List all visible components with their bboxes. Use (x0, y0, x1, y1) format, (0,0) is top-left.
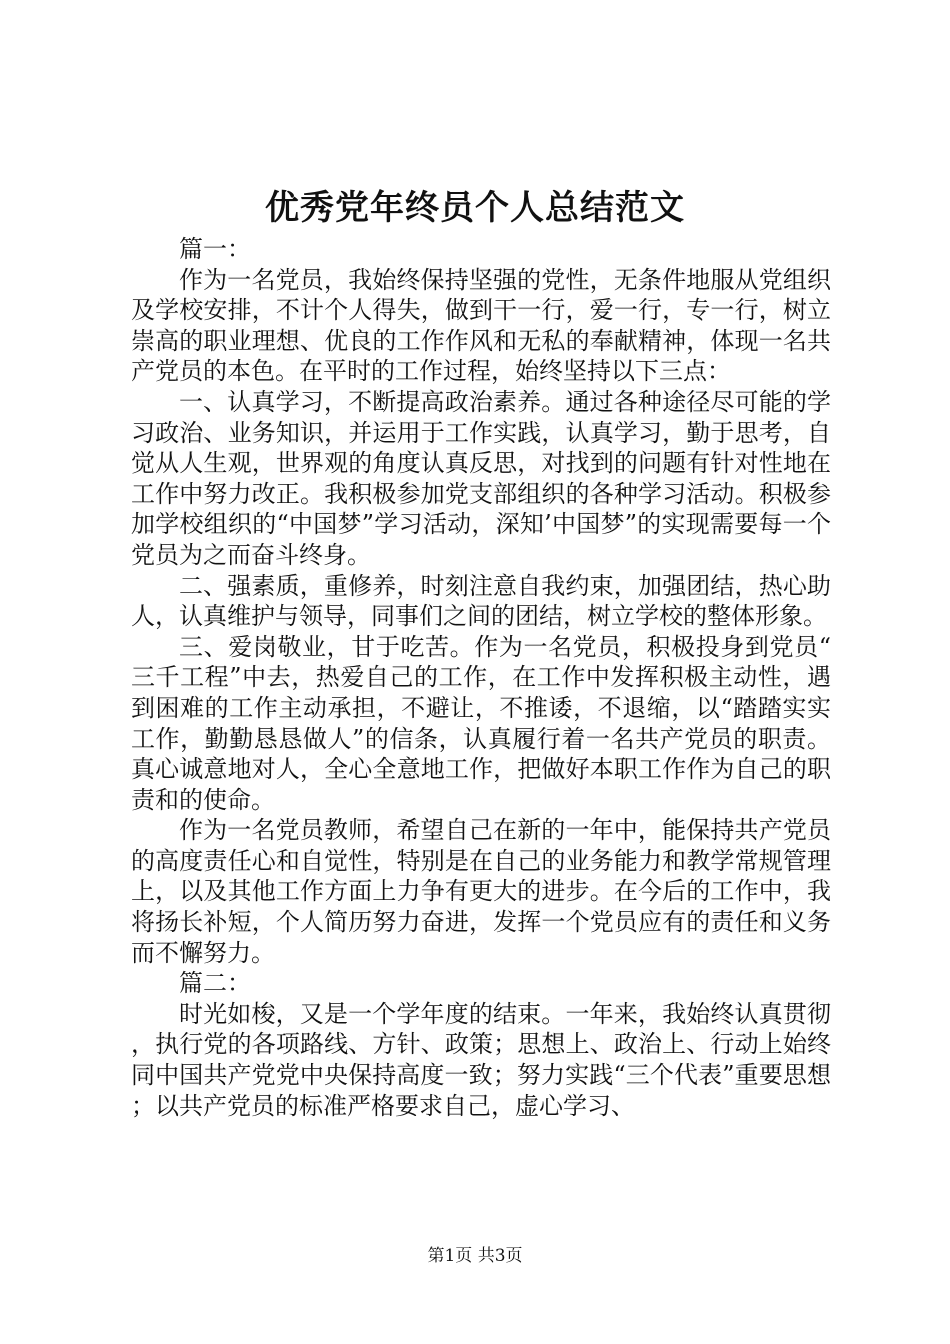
body-paragraph: 作为一名党员教师，希望自己在新的一年中，能保持共产党员的高度责任心和自觉性，特别是在自己的业务能力和教学常规管理上，以及其他工作方面上力争有更大的进步。在今后的工作中，我将扬长补短，个人简历努力奋进，发挥一个党员应有的责任和义务而不懈努力。 (131, 816, 831, 967)
section-heading: 篇一： (179, 235, 251, 263)
body-paragraph: 三、爱岗敬业，甘于吃苦。作为一名党员，积极投身到党员“三千工程”中去，热爱自己的工作，在工作中发挥积极主动性，遇到困难的工作主动承担，不避让，不推诿，不退缩，以“踏踏实实工作，勤勤恳恳做人”的信条，认真履行着一名共产党员的职责。真心诚意地对人，全心全意地工作，把做好本职工作作为自己的职责和的使命。 (131, 632, 831, 814)
document-body (131, 234, 831, 1121)
page-number-footer: 第1页 共3页 (427, 1246, 523, 1266)
section-heading: 篇二： (179, 969, 251, 998)
body-paragraph: 作为一名党员，我始终保持坚强的党性，无条件地服从党组织及学校安排，不计个人得失，做到干一行，爱一行，专一行，树立崇高的职业理想、优良的工作作风和无私的奉献精神，体现一名共产党员的本色。在平时的工作过程，始终坚持以下三点： (131, 265, 831, 386)
document-title: 优秀党年终员个人总结范文 (265, 188, 685, 228)
body-paragraph: 二、强素质，重修养，时刻注意自我约束，加强团结，热心助人，认真维护与领导，同事们之间的团结，树立学校的整体形象。 (131, 571, 831, 631)
body-paragraph: 一、认真学习，不断提高政治素养。通过各种途径尽可能的学习政治、业务知识，并运用于工作实践，认真学习，勤于思考，自觉从人生观，世界观的角度认真反思，对找到的问题有针对性地在工作中努力改正。我积极参加党支部组织的各种学习活动。积极参加学校组织的“中国梦”学习活动，深知’中国梦”的实现需要每一个党员为之而奋斗终身。 (131, 387, 831, 569)
body-paragraph: 时光如梭，又是一个学年度的结束。一年来，我始终认真贯彻，执行党的各项路线、方针、政策；思想上、政治上、行动上始终同中国共产党党中央保持高度一致；努力实践“三个代表”重要思想；以共产党员的标准严格要求自己，虚心学习、 (131, 999, 831, 1120)
